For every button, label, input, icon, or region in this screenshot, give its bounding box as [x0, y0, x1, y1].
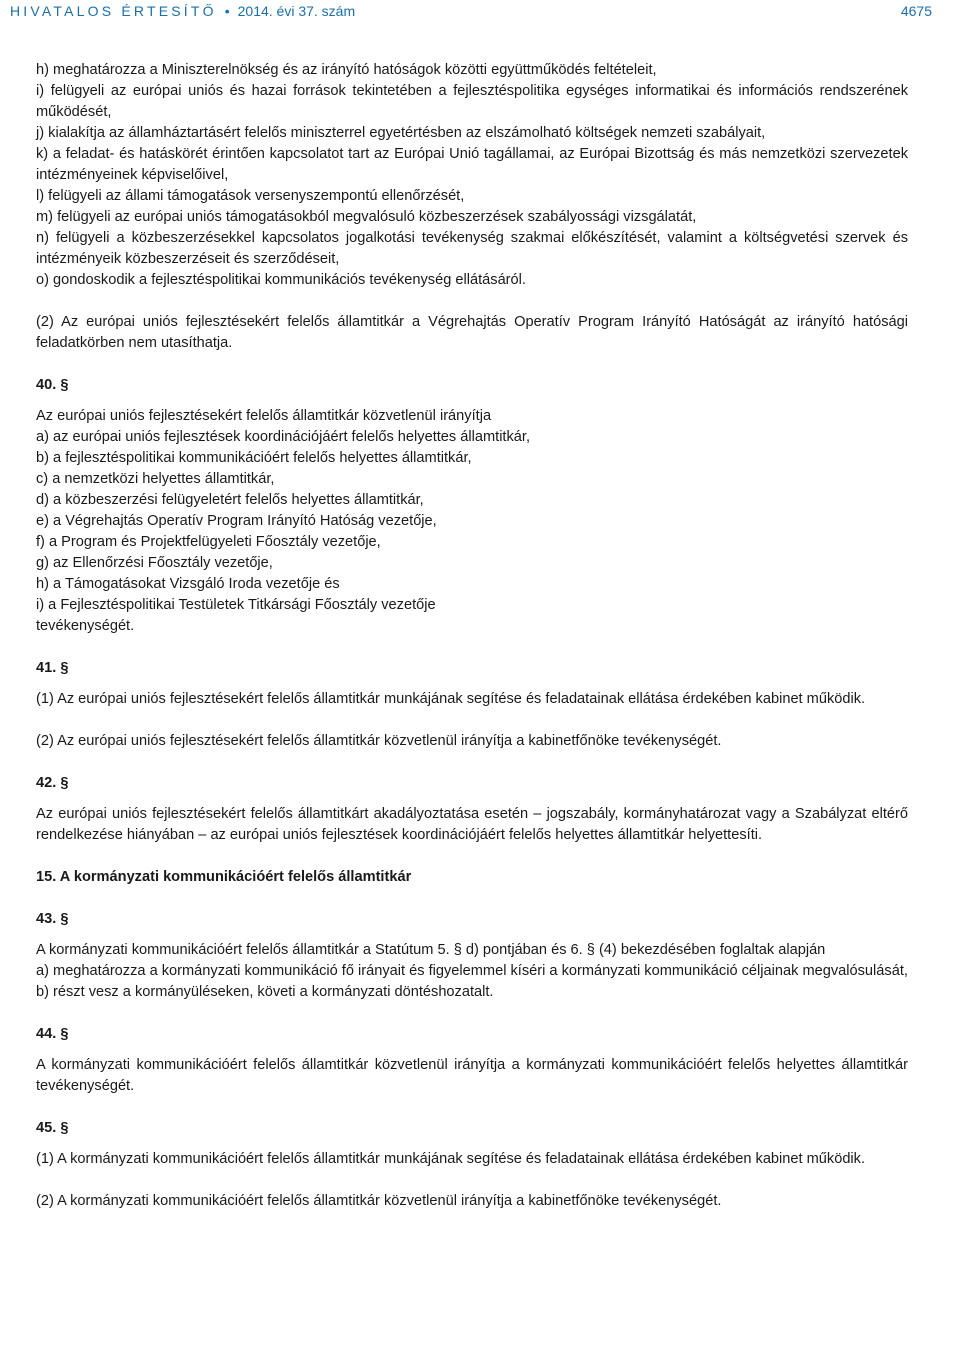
list-item: i) a Fejlesztéspolitikai Testületek Titkársági Főosztály vezetője [36, 597, 436, 613]
section-heading-45: 45. § [36, 1120, 69, 1136]
list-item: tevékenységét. [36, 618, 135, 634]
list-item: d) a közbeszerzési felügyeletért felelős helyettes államtitkár, [36, 492, 424, 508]
list-item: g) az Ellenőrzési Főosztály vezetője, [36, 555, 273, 571]
section-heading-42: 42. § [36, 775, 69, 791]
section-heading-40: 40. § [36, 377, 69, 393]
section-heading-44: 44. § [36, 1026, 69, 1042]
paragraph: (1) Az európai uniós fejlesztésekért felelős államtitkár munkájának segítése és feladatainak ellátása érdekében kabinet működik. [36, 691, 866, 707]
list-item: n) felügyeli a közbeszerzésekkel kapcsolatos jogalkotási tevékenység szakmai előkészítését, valamint a költségvetési szervek és intézményeik közbeszerzéseit és szerződéseit, [36, 230, 908, 267]
list-item: b) a fejlesztéspolitikai kommunikációért felelős helyettes államtitkár, [36, 450, 472, 466]
paragraph: (2) Az európai uniós fejlesztésekért felelős államtitkár a Végrehajtás Operatív Program Irányító Hatóságát az irányító hatósági feladatkörben nem utasíthatja. [36, 314, 908, 351]
paragraph: (2) A kormányzati kommunikációért felelős államtitkár közvetlenül irányítja a kabinetfőnöke tevékenységét. [36, 1193, 722, 1209]
header-separator: • [224, 3, 230, 19]
paragraph: A kormányzati kommunikációért felelős államtitkár a Statútum 5. § d) pontjában és 6. § (4) bekezdésében foglaltak alapján [36, 942, 826, 958]
list-item: b) részt vesz a kormányüléseken, követi a kormányzati döntéshozatalt. [36, 984, 494, 1000]
list-item: i) felügyeli az európai uniós és hazai források tekintetében a fejlesztéspolitika egységes informatikai és információs rendszerének működését, [36, 83, 908, 120]
paragraph: (2) Az európai uniós fejlesztésekért felelős államtitkár közvetlenül irányítja a kabinetfőnöke tevékenységét. [36, 733, 722, 749]
list-item: c) a nemzetközi helyettes államtitkár, [36, 471, 275, 487]
paragraph: (1) A kormányzati kommunikációért felelős államtitkár munkájának segítése és feladatainak ellátása érdekében kabinet működik. [36, 1151, 866, 1167]
list-item: m) felügyeli az európai uniós támogatásokból megvalósuló közbeszerzések szabályossági vizsgálatát, [36, 209, 697, 225]
section-heading-43: 43. § [36, 911, 69, 927]
list-item: f) a Program és Projektfelügyeleti Főosztály vezetője, [36, 534, 381, 550]
paragraph: A kormányzati kommunikációért felelős államtitkár közvetlenül irányítja a kormányzati kommunikációért felelős helyettes államtitkár tevékenységét. [36, 1057, 908, 1094]
list-item: k) a feladat- és hatáskörét érintően kapcsolatot tart az Európai Unió tagállamai, az Európai Bizottság és más nemzetközi szervezetek intézményeinek képviselőivel, [36, 146, 908, 183]
list-item: a) meghatározza a kormányzati kommunikáció fő irányait és figyelemmel kíséri a kormányzati kommunikáció céljainak megvalósulását, [36, 963, 908, 979]
list-item: h) meghatározza a Miniszterelnökség és az irányító hatóságok közötti együttműködés feltételeit, [36, 62, 657, 78]
running-head [10, 3, 355, 19]
issue-label: 2014. évi 37. szám [237, 3, 356, 19]
list-item: Az európai uniós fejlesztésekért felelős államtitkár közvetlenül irányítja [36, 408, 492, 424]
journal-title: HIVATALOS ÉRTESÍTŐ [10, 3, 217, 19]
list-item: h) a Támogatásokat Vizsgáló Iroda vezetője és [36, 576, 340, 592]
list-item: e) a Végrehajtás Operatív Program Irányító Hatóság vezetője, [36, 513, 437, 529]
document-body [36, 60, 908, 1212]
list-item: o) gondoskodik a fejlesztéspolitikai kommunikációs tevékenység ellátásáról. [36, 272, 526, 288]
list-item: l) felügyeli az állami támogatások versenyszempontú ellenőrzését, [36, 188, 465, 204]
section-heading-41: 41. § [36, 660, 69, 676]
list-item: j) kialakítja az államháztartásért felelős miniszterrel egyetértésben az elszámolható költségek nemzeti szabályait, [36, 125, 766, 141]
paragraph: Az európai uniós fejlesztésekért felelős államtitkárt akadályoztatása esetén – jogszabály, kormányhatározat vagy a Szabályzat eltérő rendelkezése hiányában – az európai uniós fejlesztések koordinációjáért felelős helyettes államtitkár helyettesíti. [36, 806, 908, 843]
chapter-title: 15. A kormányzati kommunikációért felelős államtitkár [36, 869, 412, 885]
list-item: a) az európai uniós fejlesztések koordinációjáért felelős helyettes államtitkár, [36, 429, 531, 445]
page-header [0, 0, 960, 22]
page-number: 4675 [900, 3, 932, 19]
